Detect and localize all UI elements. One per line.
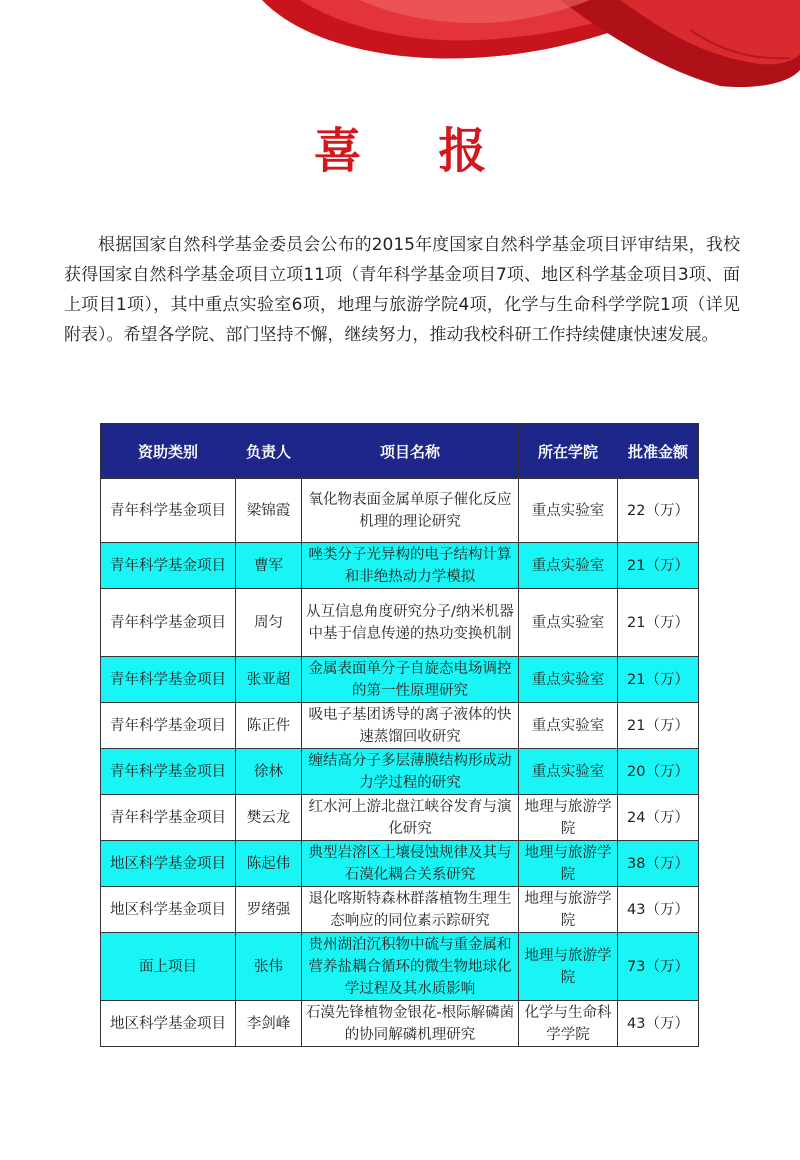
cell-college: 重点实验室 bbox=[519, 479, 618, 543]
cell-category: 青年科学基金项目 bbox=[101, 657, 236, 703]
header-project: 项目名称 bbox=[302, 424, 519, 479]
table-row bbox=[101, 589, 699, 657]
page-title: 喜 报 bbox=[313, 123, 517, 179]
cell-college: 地理与旅游学院 bbox=[519, 795, 618, 841]
cell-project: 红水河上游北盘江峡谷发育与演化研究 bbox=[302, 795, 519, 841]
header-amount: 批准金额 bbox=[618, 424, 699, 479]
cell-category: 地区科学基金项目 bbox=[101, 887, 236, 933]
cell-leader: 张亚超 bbox=[236, 657, 302, 703]
cell-category: 地区科学基金项目 bbox=[101, 841, 236, 887]
cell-amount: 24（万） bbox=[618, 795, 699, 841]
header-leader: 负责人 bbox=[236, 424, 302, 479]
cell-project: 退化喀斯特森林群落植物生理生态响应的同位素示踪研究 bbox=[302, 887, 519, 933]
cell-category: 青年科学基金项目 bbox=[101, 749, 236, 795]
cell-category: 青年科学基金项目 bbox=[101, 479, 236, 543]
cell-category: 地区科学基金项目 bbox=[101, 1001, 236, 1047]
cell-project: 唑类分子光异构的电子结构计算和非绝热动力学模拟 bbox=[302, 543, 519, 589]
cell-amount: 21（万） bbox=[618, 657, 699, 703]
cell-category: 青年科学基金项目 bbox=[101, 589, 236, 657]
cell-leader: 陈起伟 bbox=[236, 841, 302, 887]
cell-college: 重点实验室 bbox=[519, 543, 618, 589]
cell-project: 氧化物表面金属单原子催化反应机理的理论研究 bbox=[302, 479, 519, 543]
cell-category: 青年科学基金项目 bbox=[101, 795, 236, 841]
cell-college: 重点实验室 bbox=[519, 749, 618, 795]
cell-amount: 21（万） bbox=[618, 589, 699, 657]
cell-college: 地理与旅游学院 bbox=[519, 933, 618, 1001]
cell-college: 重点实验室 bbox=[519, 703, 618, 749]
cell-amount: 43（万） bbox=[618, 887, 699, 933]
cell-leader: 梁锦霞 bbox=[236, 479, 302, 543]
cell-leader: 曹军 bbox=[236, 543, 302, 589]
cell-amount: 73（万） bbox=[618, 933, 699, 1001]
cell-project: 从互信息角度研究分子/纳米机器中基于信息传递的热功变换机制 bbox=[302, 589, 519, 657]
cell-leader: 罗绪强 bbox=[236, 887, 302, 933]
funding-table bbox=[100, 423, 699, 1047]
cell-amount: 43（万） bbox=[618, 1001, 699, 1047]
cell-leader: 樊云龙 bbox=[236, 795, 302, 841]
table-row bbox=[101, 1001, 699, 1047]
cell-project: 典型岩溶区土壤侵蚀规律及其与石漠化耦合关系研究 bbox=[302, 841, 519, 887]
table-row bbox=[101, 841, 699, 887]
red-ribbon-decoration bbox=[0, 0, 800, 90]
table-row bbox=[101, 479, 699, 543]
cell-project: 金属表面单分子自旋态电场调控的第一性原理研究 bbox=[302, 657, 519, 703]
table-row bbox=[101, 933, 699, 1001]
cell-amount: 20（万） bbox=[618, 749, 699, 795]
table-row bbox=[101, 657, 699, 703]
cell-leader: 张伟 bbox=[236, 933, 302, 1001]
cell-leader: 李剑峰 bbox=[236, 1001, 302, 1047]
cell-category: 青年科学基金项目 bbox=[101, 543, 236, 589]
cell-amount: 21（万） bbox=[618, 543, 699, 589]
cell-category: 面上项目 bbox=[101, 933, 236, 1001]
header-category: 资助类别 bbox=[101, 424, 236, 479]
cell-project: 吸电子基团诱导的离子液体的快速蒸馏回收研究 bbox=[302, 703, 519, 749]
cell-project: 贵州湖泊沉积物中硫与重金属和营养盐耦合循环的微生物地球化学过程及其水质影响 bbox=[302, 933, 519, 1001]
table-header-row bbox=[101, 424, 699, 479]
cell-amount: 21（万） bbox=[618, 703, 699, 749]
cell-college: 重点实验室 bbox=[519, 657, 618, 703]
intro-paragraph: 根据国家自然科学基金委员会公布的2015年度国家自然科学基金项目评审结果，我校获得国家自然科学基金项目立项11项（青年科学基金项目7项、地区科学基金项目3项、面上项目1项），其中重点实验室6项，地理与旅游学院4项，化学与生命科学学院1项（详见附表）。希望各学院、部门坚持不懈，继续努力，推动我校科研工作持续健康快速发展。 bbox=[64, 235, 740, 345]
table-row bbox=[101, 543, 699, 589]
cell-category: 青年科学基金项目 bbox=[101, 703, 236, 749]
cell-amount: 22（万） bbox=[618, 479, 699, 543]
cell-project: 缠结高分子多层薄膜结构形成动力学过程的研究 bbox=[302, 749, 519, 795]
cell-project: 石漠先锋植物金银花-根际解磷菌的协同解磷机理研究 bbox=[302, 1001, 519, 1047]
table-row bbox=[101, 887, 699, 933]
table-row bbox=[101, 703, 699, 749]
table-row bbox=[101, 749, 699, 795]
cell-leader: 徐林 bbox=[236, 749, 302, 795]
cell-leader: 陈正件 bbox=[236, 703, 302, 749]
table-row bbox=[101, 795, 699, 841]
header-college: 所在学院 bbox=[519, 424, 618, 479]
cell-leader: 周匀 bbox=[236, 589, 302, 657]
cell-college: 重点实验室 bbox=[519, 589, 618, 657]
cell-college: 化学与生命科学学院 bbox=[519, 1001, 618, 1047]
cell-amount: 38（万） bbox=[618, 841, 699, 887]
cell-college: 地理与旅游学院 bbox=[519, 887, 618, 933]
cell-college: 地理与旅游学院 bbox=[519, 841, 618, 887]
